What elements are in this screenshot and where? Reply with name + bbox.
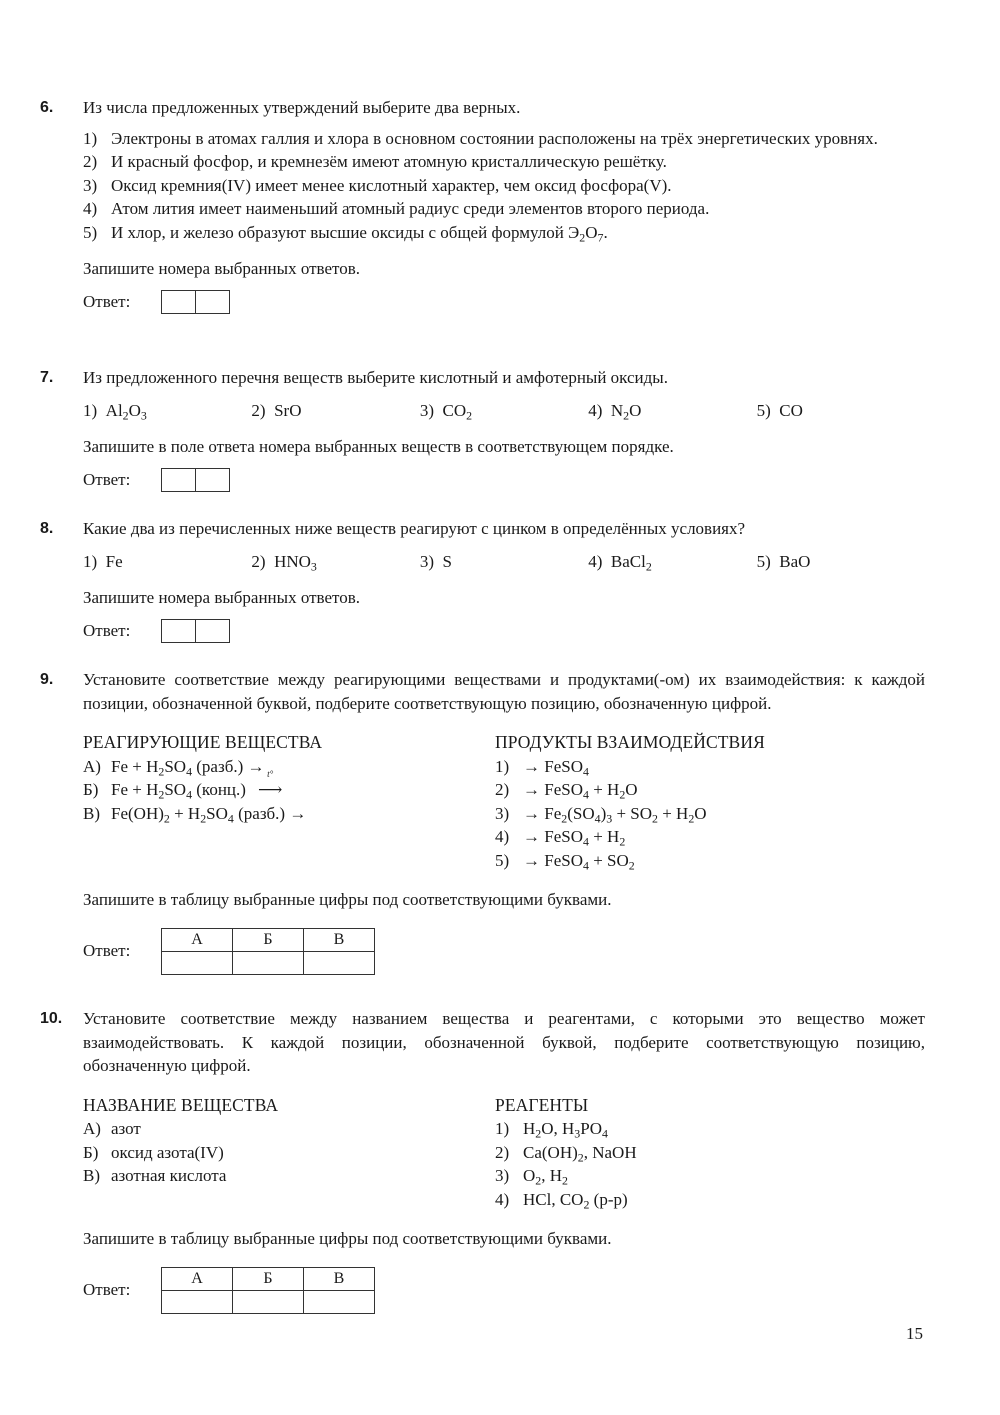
question-text: Установите соответствие между реагирующими веществами и продуктами(-ом) их взаимодействия: к каждой позиции, обозначенной буквой, подберите соответствующую позицию, обозначенную цифрой. — [83, 670, 925, 713]
table-header-b: Б — [233, 1267, 304, 1290]
left-item: Б) оксид азота(IV) — [83, 1142, 224, 1162]
answer-label: Ответ: — [83, 941, 131, 961]
matching-columns — [83, 1094, 925, 1212]
answer-cell[interactable] — [162, 951, 233, 974]
option-item: 1) $Al_2O_3$ — [83, 400, 147, 423]
answer-label: Ответ: — [83, 469, 131, 489]
task-10 — [40, 1007, 925, 1314]
options-row — [83, 399, 925, 423]
answer-cell[interactable] — [162, 620, 195, 642]
options-list — [83, 127, 925, 245]
answer-cell[interactable] — [233, 951, 304, 974]
left-item: В) $Fe(OH)_2 + H_2SO_4$ (разб.) → — [83, 803, 307, 826]
options-row — [83, 550, 925, 574]
option-item: 3) Оксид кремния(IV) имеет менее кислотный характер, чем оксид фосфора(V). — [83, 175, 672, 195]
task-9 — [40, 668, 925, 975]
option-item: 4) BaCl$_2$ — [588, 551, 652, 574]
instruction: Запишите в таблицу выбранные цифры под соответствующими буквами. — [83, 1229, 612, 1248]
task-number: 6. — [40, 99, 54, 116]
table-header-a: А — [162, 928, 233, 951]
answer-cell[interactable] — [195, 469, 229, 491]
option-item: 3) $CO_2$ — [419, 400, 473, 423]
left-item: Б) $Fe + H_2SO_4$ (конц.) t° ⟶ — [83, 778, 495, 802]
left-column — [83, 731, 495, 872]
answer-label: Ответ: — [83, 291, 131, 311]
instruction: Запишите номера выбранных ответов. — [83, 588, 360, 607]
question-text: Установите соответствие между названием вещества и реагентами, с которыми это вещество может взаимодействовать. К каждой позиции, обозначенной буквой, подберите соответствующую позицию, обозначенную цифрой. — [83, 1009, 925, 1075]
task-number: 9. — [40, 671, 54, 688]
answer-cell[interactable] — [195, 291, 229, 313]
right-item: 1) $H_2O$, $H_3PO_4$ — [495, 1119, 608, 1141]
answer-boxes[interactable] — [161, 468, 230, 492]
table-header-v: В — [304, 1267, 375, 1290]
answer-cell[interactable] — [162, 469, 195, 491]
answer-boxes[interactable] — [161, 619, 230, 643]
right-column — [495, 1094, 925, 1212]
left-header: НАЗВАНИЕ ВЕЩЕСТВА — [83, 1094, 279, 1115]
left-item: В) азотная кислота — [83, 1166, 227, 1185]
answer-row — [83, 1267, 925, 1314]
page-number: 15 — [906, 1324, 923, 1343]
right-header: ПРОДУКТЫ ВЗАИМОДЕЙСТВИЯ — [495, 732, 765, 752]
task-6 — [40, 96, 925, 314]
task-number: 8. — [40, 520, 54, 537]
heating-arrow: t° ⟶ — [258, 769, 283, 799]
instruction: Запишите в таблицу выбранные цифры под соответствующими буквами. — [83, 890, 612, 909]
question-text: Из предложенного перечня веществ выберите кислотный и амфотерный оксиды. — [83, 368, 668, 387]
right-item: 2) → FeSO$_4$ + $H_2O$ — [495, 780, 638, 802]
left-item: А) $Fe + H_2SO_4$ (разб.) → — [83, 756, 265, 779]
task-8 — [40, 517, 925, 643]
option-item: 3) S — [419, 551, 452, 571]
right-item: 4) HCl, $CO_2$ (р-р) — [495, 1189, 628, 1212]
option-item: 2) SrO — [251, 400, 302, 420]
left-column — [83, 1094, 495, 1212]
table-header-b: Б — [233, 928, 304, 951]
answer-cell[interactable] — [304, 1290, 375, 1313]
instruction: Запишите номера выбранных ответов. — [83, 259, 360, 278]
right-item: 3) → $Fe_2(SO_4)_3 + SO_2 + H_2O$ — [495, 803, 707, 826]
option-item: 4) $N_2O$ — [588, 400, 642, 423]
option-item: 5) CO — [756, 400, 803, 420]
right-item: 2) $Ca(OH)_2$, NaOH — [495, 1142, 637, 1165]
answer-table — [161, 928, 375, 975]
answer-cell[interactable] — [304, 951, 375, 974]
answer-cell[interactable] — [233, 1290, 304, 1313]
right-header: РЕАГЕНТЫ — [495, 1094, 589, 1115]
right-item: 4) → FeSO$_4$ + $H_2$ — [495, 827, 626, 849]
answer-cell[interactable] — [162, 1290, 233, 1313]
table-header-a: А — [162, 1267, 233, 1290]
right-item: 3) $O_2$, $H_2$ — [495, 1166, 568, 1188]
answer-boxes[interactable] — [161, 290, 230, 314]
matching-columns — [83, 731, 925, 872]
left-header: РЕАГИРУЮЩИЕ ВЕЩЕСТВА — [83, 732, 323, 752]
instruction: Запишите в поле ответа номера выбранных веществ в соответствующем порядке. — [83, 437, 674, 456]
answer-label: Ответ: — [83, 1280, 131, 1300]
answer-row — [83, 290, 925, 314]
answer-cell[interactable] — [162, 291, 195, 313]
table-header-v: В — [304, 928, 375, 951]
task-number: 7. — [40, 369, 54, 386]
option-item: 2) И красный фосфор, и кремнезём имеют атомную кристаллическую решётку. — [83, 152, 667, 171]
answer-row — [83, 468, 925, 492]
option-item: 1) Электроны в атомах галлия и хлора в основном состоянии расположены на трёх энергетических уровнях. — [83, 128, 878, 148]
right-item: 1) → FeSO$_4$ — [495, 756, 589, 779]
option-item: 5) BaO — [756, 551, 811, 571]
answer-table — [161, 1267, 375, 1314]
answer-row — [83, 619, 925, 643]
left-item: А) азот — [83, 1119, 141, 1138]
question-text: Из числа предложенных утверждений выберите два верных. — [83, 98, 521, 117]
answer-row — [83, 928, 925, 975]
task-number: 10. — [40, 1010, 63, 1027]
answer-label: Ответ: — [83, 620, 131, 640]
option-item: 4) Атом лития имеет наименьший атомный радиус среди элементов второго периода. — [83, 199, 710, 218]
answer-cell[interactable] — [195, 620, 229, 642]
option-item: 2) $HNO_3$ — [251, 551, 317, 574]
question-text: Какие два из перечисленных ниже веществ реагируют с цинком в определённых условиях? — [83, 519, 746, 538]
option-item: 1) Fe — [83, 551, 123, 571]
right-item: 5) → FeSO$_4$ + $SO_2$ — [495, 850, 635, 873]
task-7 — [40, 366, 925, 492]
option-item: 5) И хлор, и железо образуют высшие оксиды с общей формулой $Э_2O_7$. — [83, 222, 608, 245]
right-column — [495, 731, 925, 872]
